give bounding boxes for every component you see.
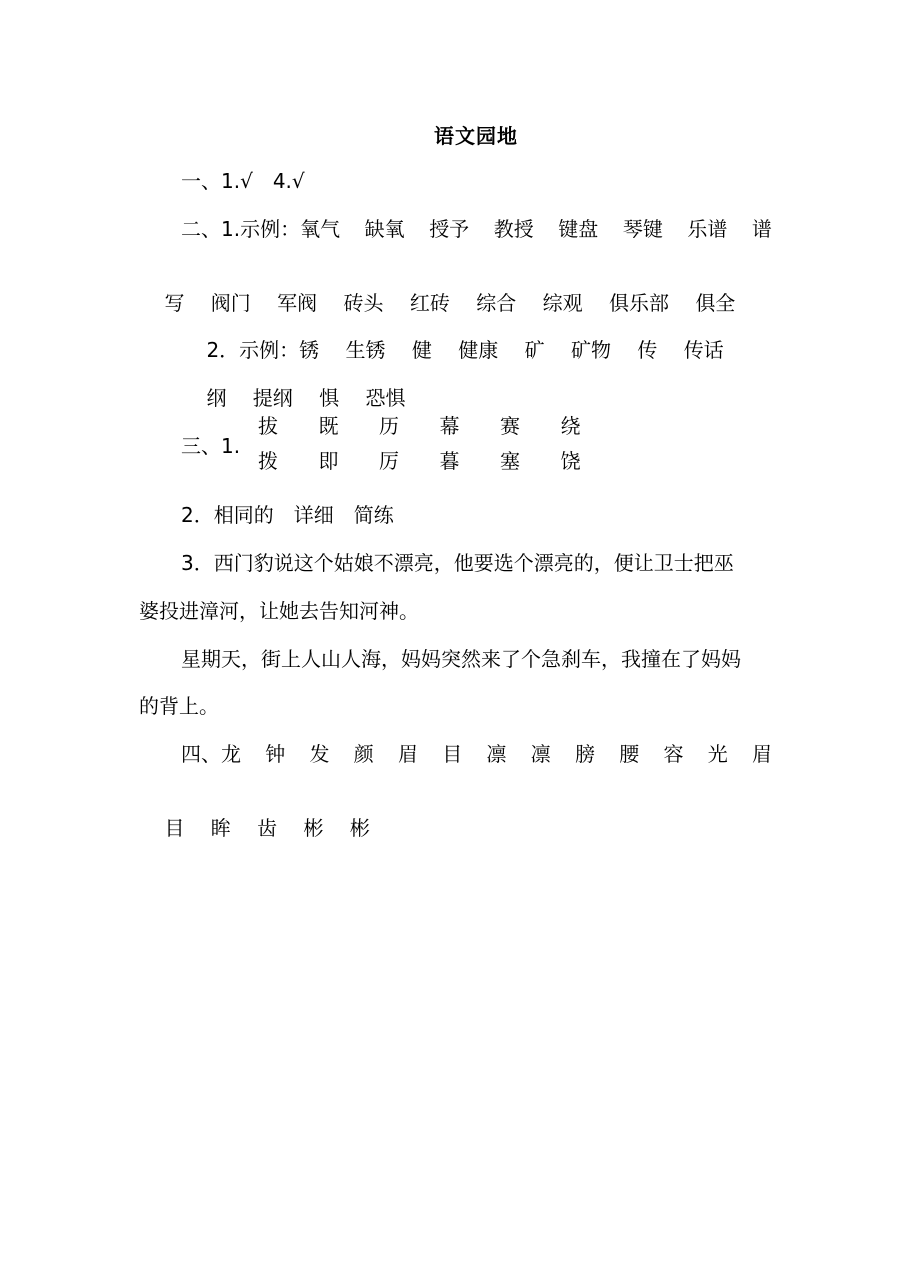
character-cell: 赛 bbox=[500, 414, 520, 438]
answer-char: 腰 bbox=[619, 742, 640, 766]
answer-char: 钟 bbox=[265, 742, 286, 766]
answer-word: 综观 bbox=[542, 291, 583, 315]
section-3-q1-label: 三、1. bbox=[181, 434, 241, 458]
answer-char: 齿 bbox=[257, 816, 278, 840]
answer-word: 健康 bbox=[458, 338, 499, 362]
answer-word: 乐谱 bbox=[687, 217, 728, 241]
section-3-q1-bottom-row bbox=[258, 448, 621, 474]
answer-word: 教授 bbox=[493, 217, 534, 241]
character-cell: 历 bbox=[379, 414, 399, 438]
section-1-answers: 一、1.√ 4.√ bbox=[181, 169, 305, 193]
answer-word: 俱全 bbox=[695, 291, 736, 315]
section-2-q2-prefix: 2．示例： bbox=[206, 338, 300, 362]
answer-word: 阀门 bbox=[210, 291, 251, 315]
section-2-q1-row1 bbox=[181, 216, 772, 242]
answer-char: 彬 bbox=[349, 816, 370, 840]
answer-word: 授予 bbox=[429, 217, 470, 241]
page-title: 语文园地 bbox=[434, 124, 518, 148]
answer-char: 眸 bbox=[210, 816, 231, 840]
answer-word: 锈 bbox=[299, 338, 320, 362]
answer-word: 纲 bbox=[206, 386, 227, 410]
answer-char: 眉 bbox=[398, 742, 418, 766]
answer-char: 四、龙 bbox=[181, 742, 241, 766]
answer-word: 砖头 bbox=[343, 291, 384, 315]
answer-word: 键盘 bbox=[558, 217, 599, 241]
answer-word: 矿 bbox=[524, 338, 545, 362]
section-3-q2: 2．相同的 详细 简练 bbox=[181, 503, 394, 527]
answer-char: 凛 bbox=[530, 742, 551, 766]
section-2-q1-prefix-word: 二、1.示例：氧气 bbox=[181, 217, 341, 241]
answer-word: 生锈 bbox=[345, 338, 386, 362]
character-cell: 饶 bbox=[560, 449, 581, 473]
section-3-q3-line1: 3．西门豹说这个姑娘不漂亮，他要选个漂亮的，便让卫士把巫 bbox=[181, 551, 734, 575]
section-3-q3-line2: 婆投进漳河，让她去告知河神。 bbox=[139, 599, 419, 623]
answer-char: 目 bbox=[442, 742, 463, 766]
answer-word: 红砖 bbox=[409, 291, 450, 315]
answer-word: 恐惧 bbox=[365, 386, 406, 410]
answer-word: 惧 bbox=[319, 386, 340, 410]
answer-char: 容 bbox=[663, 742, 684, 766]
character-cell: 厉 bbox=[379, 449, 399, 473]
answer-word: 传话 bbox=[683, 338, 724, 362]
answer-word: 琴键 bbox=[622, 217, 663, 241]
section-4-row1 bbox=[181, 741, 772, 767]
character-cell: 既 bbox=[318, 414, 339, 438]
answer-word: 写 bbox=[164, 291, 185, 315]
answer-char: 彬 bbox=[303, 816, 324, 840]
example-sentence-line1: 星期天，街上人山人海，妈妈突然来了个急刹车，我撞在了妈妈 bbox=[181, 647, 741, 671]
answer-word: 综合 bbox=[476, 291, 517, 315]
answer-word: 矿物 bbox=[570, 338, 611, 362]
answer-char: 眉 bbox=[752, 742, 772, 766]
character-cell: 即 bbox=[318, 449, 339, 473]
character-cell: 塞 bbox=[500, 449, 520, 473]
answer-word: 俱乐部 bbox=[608, 291, 669, 315]
answer-char: 膀 bbox=[575, 742, 595, 766]
answer-char: 凛 bbox=[486, 742, 507, 766]
answer-char: 发 bbox=[309, 742, 330, 766]
answer-char: 目 bbox=[164, 816, 185, 840]
character-cell: 拨 bbox=[258, 449, 278, 473]
section-3-q1-top-row bbox=[258, 413, 621, 439]
character-cell: 暮 bbox=[439, 449, 460, 473]
answer-word: 军阀 bbox=[277, 291, 318, 315]
section-4-row2 bbox=[139, 789, 370, 867]
answer-char: 光 bbox=[707, 742, 728, 766]
answer-word: 谱 bbox=[751, 217, 772, 241]
answer-word: 提纲 bbox=[252, 386, 293, 410]
answer-word: 缺氧 bbox=[364, 217, 405, 241]
answer-word: 健 bbox=[411, 338, 432, 362]
answer-char: 颜 bbox=[353, 742, 374, 766]
character-cell: 拔 bbox=[258, 414, 278, 438]
character-cell: 绕 bbox=[560, 414, 581, 438]
example-sentence-line2: 的背上。 bbox=[139, 694, 219, 718]
answer-word: 传 bbox=[637, 338, 658, 362]
character-cell: 幕 bbox=[439, 414, 460, 438]
